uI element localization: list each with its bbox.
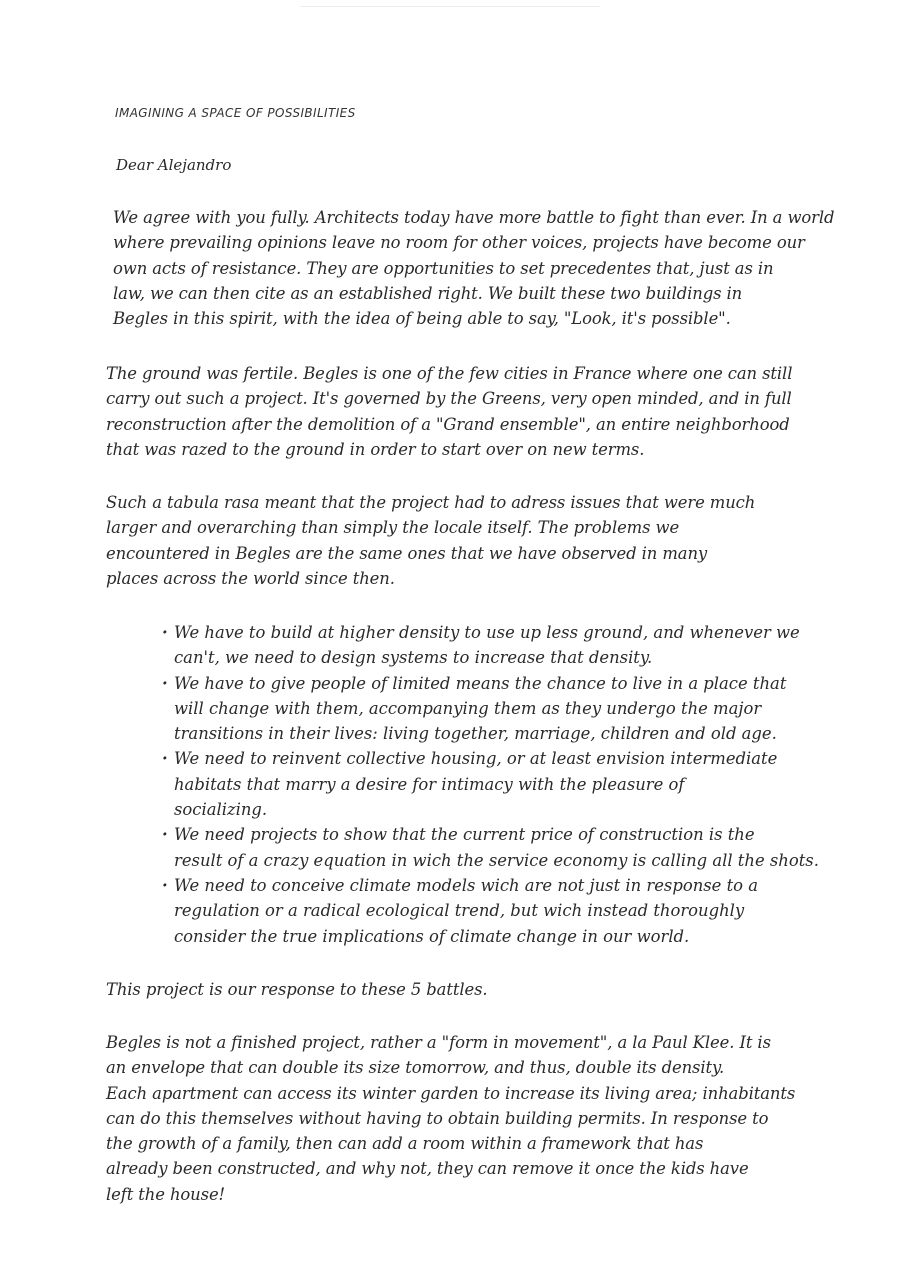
- battle-item: [160, 746, 840, 822]
- bullet-line: can't, we need to design systems to increase that density.: [174, 648, 653, 668]
- letter-title: IMAGINING A SPACE OF POSSIBILITIES: [115, 106, 356, 120]
- battle-item: [160, 671, 840, 747]
- paragraph-line: larger and overarching than simply the locale itself. The problems we: [106, 518, 680, 538]
- battle-item: [160, 620, 840, 671]
- battle-item: [160, 822, 840, 873]
- paragraph-line: Begles in this spirit, with the idea of being able to say, "Look, it's possible".: [113, 309, 731, 329]
- bullet-line: · We need to reinvent collective housing, or at least envision intermediate: [174, 749, 778, 769]
- paragraph-4: [106, 977, 822, 1002]
- bullet-line: consider the true implications of climate change in our world.: [174, 926, 690, 946]
- paragraph-line: We agree with you fully. Architects today have more battle to fight than ever. In a world: [113, 208, 835, 227]
- paragraph-line: encountered in Begles are the same ones that we have observed in many: [106, 543, 708, 563]
- paragraph-3: [106, 490, 822, 591]
- bullet-line: result of a crazy equation in wich the service economy is calling all the shots.: [174, 850, 819, 870]
- paragraph-line: law, we can then cite as an established right. We built these two buildings in: [113, 283, 743, 303]
- paragraph-line: where prevailing opinions leave no room for other voices, projects have become our: [113, 233, 805, 253]
- paragraph-line: own acts of resistance. They are opportunities to set precedentes that, just as in: [113, 258, 774, 278]
- bullet-line: habitats that marry a desire for intimacy with the pleasure of: [174, 774, 685, 794]
- paragraph-line: that was razed to the ground in order to start over on new terms.: [106, 439, 645, 459]
- paragraph-5: [106, 1030, 822, 1207]
- paragraph-1: [113, 205, 835, 331]
- letter-salutation: Dear Alejandro: [116, 156, 232, 174]
- bullet-line: · We have to give people of limited means the chance to live in a place that: [174, 673, 787, 693]
- paragraph-line: places across the world since then.: [106, 568, 395, 588]
- paragraph-line: Such a tabula rasa meant that the project had to adress issues that were much: [106, 493, 756, 512]
- paragraph-line: the growth of a family, then can add a room within a framework that has: [106, 1134, 704, 1154]
- page-edge-mark: [300, 6, 600, 7]
- bullet-line: · We need to conceive climate models wich are not just in response to a: [174, 875, 759, 895]
- paragraph-line: This project is our response to these 5 battles.: [106, 980, 488, 999]
- bullet-line: socializing.: [174, 800, 268, 820]
- paragraph-line: can do this themselves without having to obtain building permits. In response to: [106, 1108, 769, 1128]
- paragraph-2: [106, 361, 822, 462]
- paragraph-line: already been constructed, and why not, they can remove it once the kids have: [106, 1159, 749, 1179]
- paragraph-line: left the house!: [106, 1184, 226, 1204]
- battle-list: [160, 620, 840, 949]
- paragraph-line: an envelope that can double its size tomorrow, and thus, double its density.: [106, 1058, 725, 1078]
- paragraph-line: reconstruction after the demolition of a "Grand ensemble", an entire neighborhood: [106, 414, 790, 434]
- paragraph-line: Begles is not a finished project, rather a "form in movement", a la Paul Klee. It is: [106, 1033, 771, 1052]
- bullet-line: transitions in their lives: living together, marriage, children and old age.: [174, 724, 777, 744]
- bullet-line: · We have to build at higher density to use up less ground, and whenever we: [174, 623, 800, 642]
- paragraph-line: The ground was fertile. Begles is one of the few cities in France where one can still: [106, 364, 793, 383]
- paragraph-line: carry out such a project. It's governed by the Greens, very open minded, and in full: [106, 389, 792, 409]
- bullet-line: regulation or a radical ecological trend, but wich instead thoroughly: [174, 901, 745, 921]
- battle-item: [160, 873, 840, 949]
- bullet-line: · We need projects to show that the current price of construction is the: [174, 825, 755, 845]
- paragraph-line: Each apartment can access its winter garden to increase its living area; inhabitants: [106, 1083, 796, 1103]
- bullet-line: will change with them, accompanying them as they undergo the major: [174, 698, 762, 718]
